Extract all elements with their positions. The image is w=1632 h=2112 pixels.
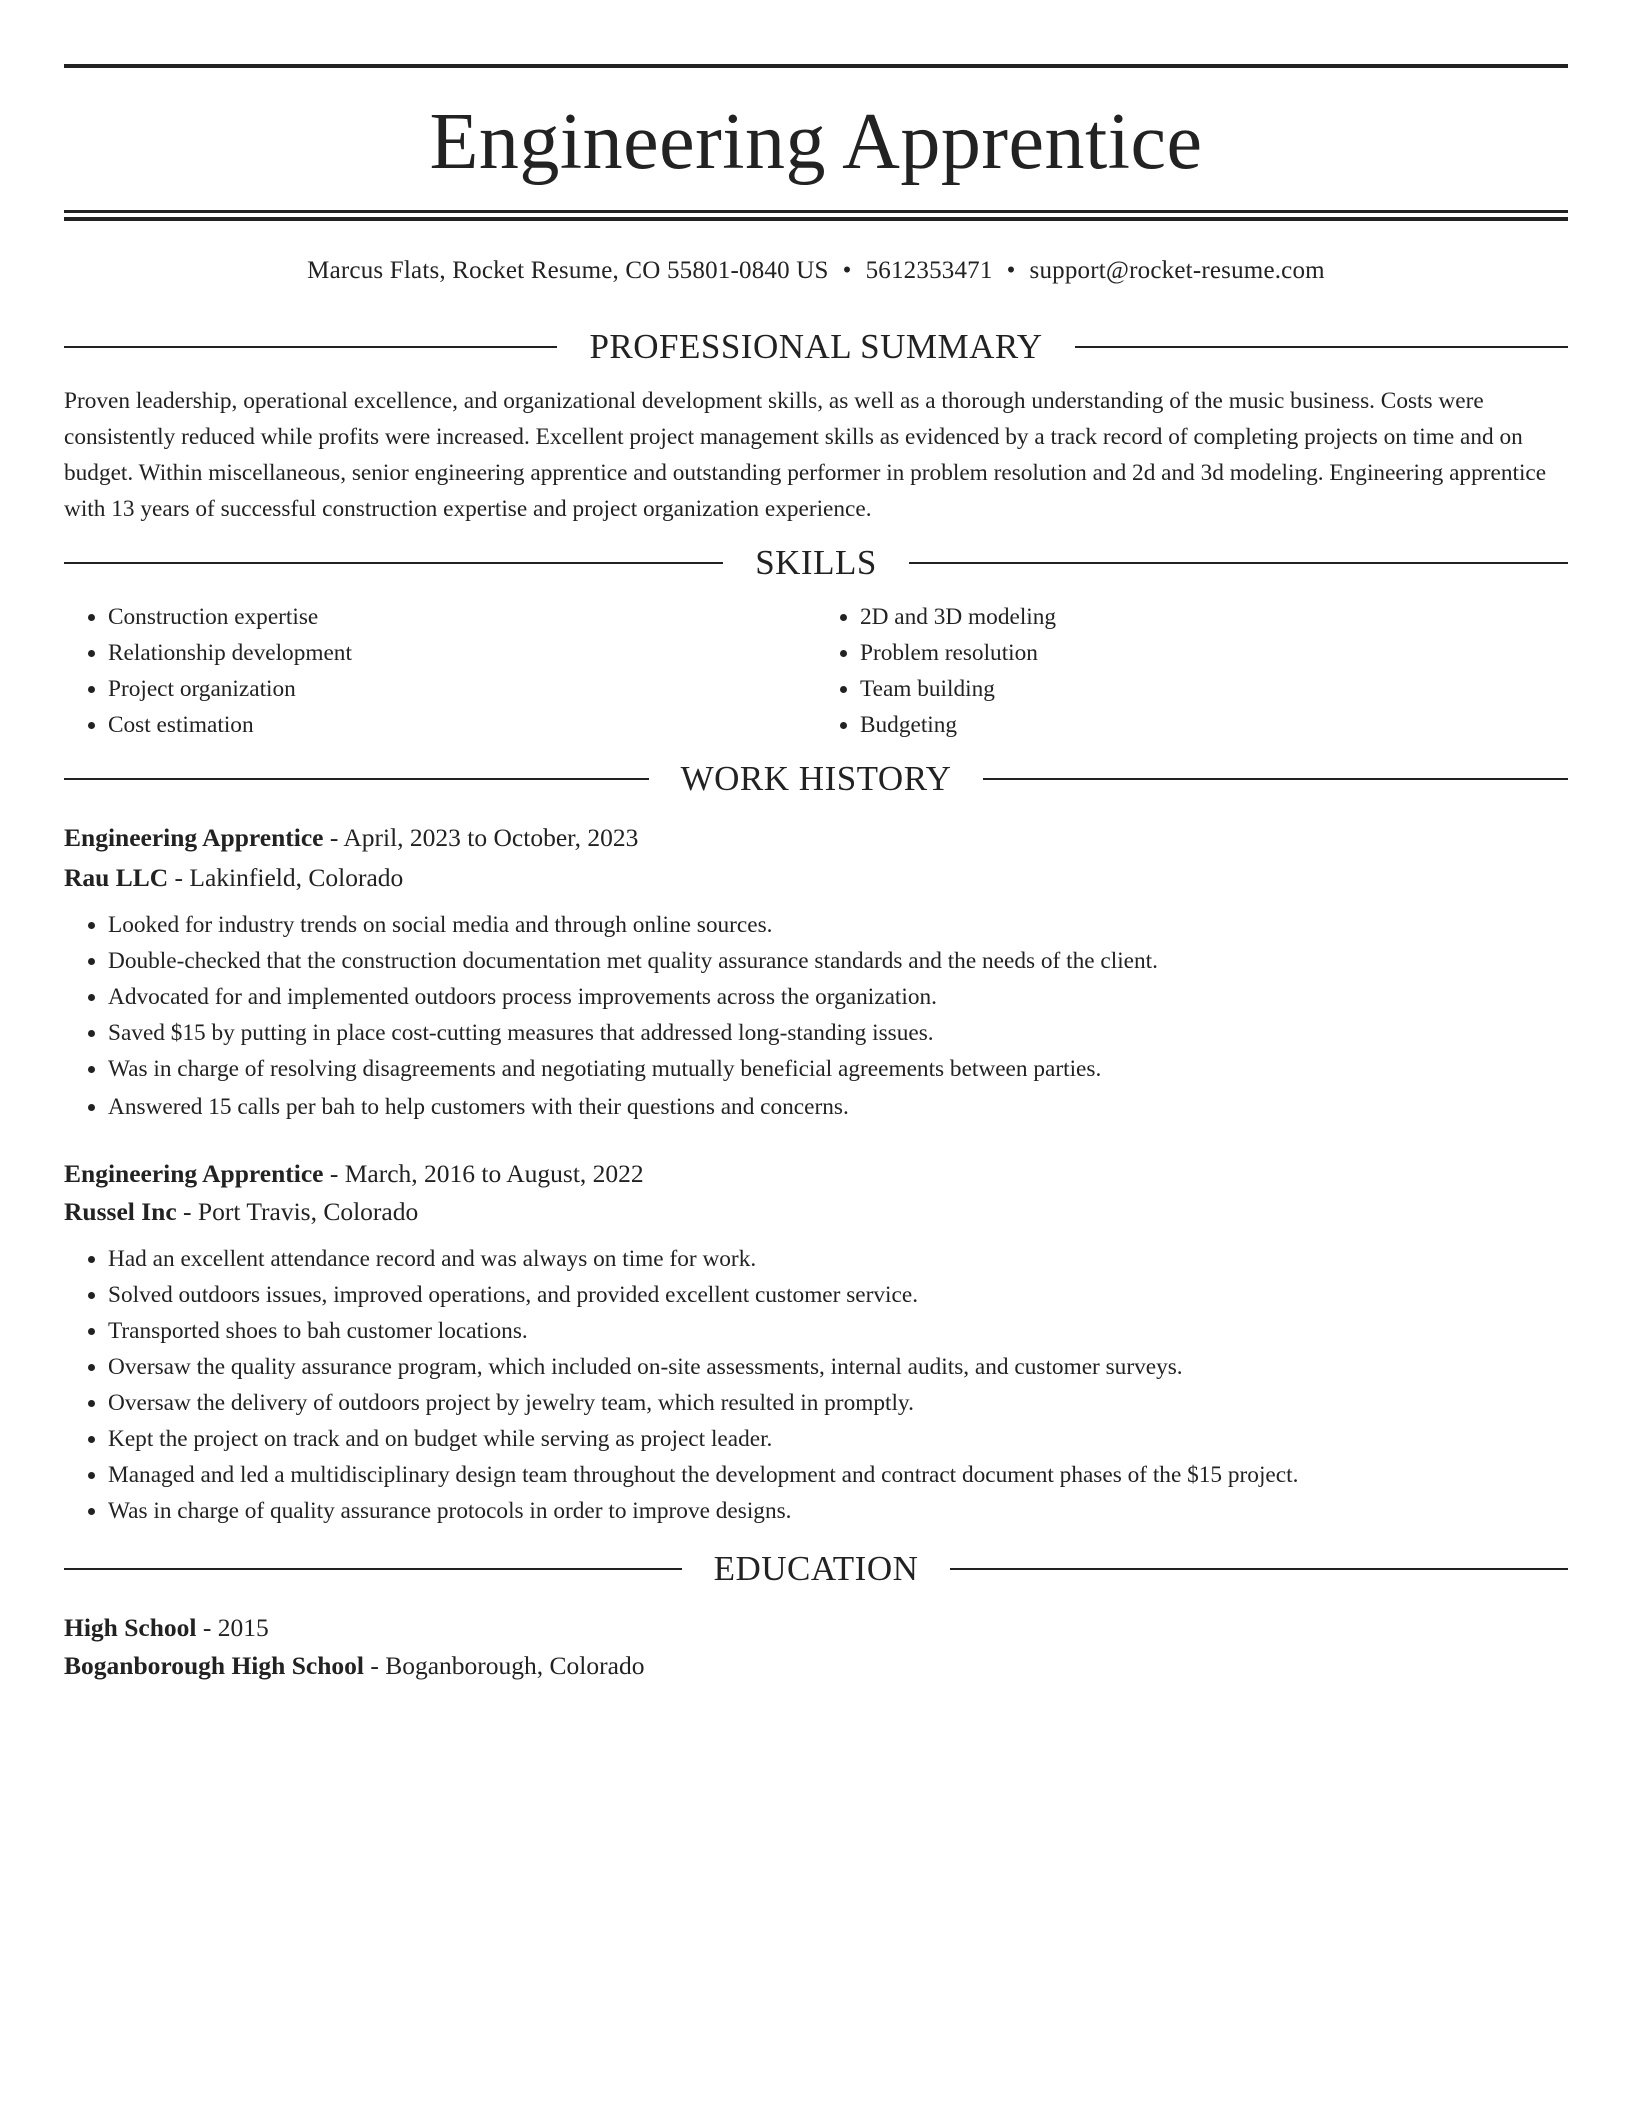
section-heading-label: WORK HISTORY (680, 759, 952, 798)
skill-item: • Construction expertise (108, 599, 816, 635)
education-degree-line: High School - 2015 (64, 1613, 269, 1642)
job-bullet: • Managed and led a multidisciplinary design team throughout the development and contract document phases of the $15 project. (108, 1457, 1568, 1493)
education-school-line: Boganborough High School - Boganborough, Colorado (64, 1651, 645, 1680)
job-entry (64, 819, 1568, 1125)
job-bullet: • Transported shoes to bah customer locations. (108, 1313, 1568, 1349)
job-bullets (64, 1241, 1568, 1529)
skills-column-left (64, 599, 816, 743)
work-section-heading (64, 753, 1568, 805)
job-bullet: • Was in charge of quality assurance protocols in order to improve designs. (108, 1493, 1568, 1529)
job-location: Lakinfield, Colorado (189, 863, 404, 892)
resume-title: Engineering Apprentice (429, 98, 1203, 186)
heading-rule-right (950, 1568, 1568, 1570)
job-company-line: Russel Inc - Port Travis, Colorado (64, 1197, 419, 1226)
skill-item: • Project organization (108, 671, 816, 707)
job-location: Port Travis, Colorado (197, 1197, 419, 1226)
contact-separator: • (1006, 257, 1016, 284)
summary-paragraph: Proven leadership, operational excellence, and organizational development skills, as well as a thorough understanding of the music business. Costs were consistently reduced while profits were increased. Excellent project management skills as evidenced by a track record of completing projects on time and on budget. Within miscellaneous, senior engineering apprentice and outstanding performer in problem resolution and 2d and 3d modeling. Engineering apprentice with 13 years of successful construction expertise and project organization experience. (64, 388, 1547, 522)
job-bullet: • Saved $15 by putting in place cost-cutting measures that addressed long-standing issues. (108, 1015, 1568, 1051)
skills-section-heading (64, 537, 1568, 589)
skill-item: • 2D and 3D modeling (860, 599, 1568, 635)
job-title: Engineering Apprentice (64, 1159, 324, 1188)
title-double-rule (64, 210, 1568, 221)
skill-item: • Budgeting (860, 707, 1568, 743)
job-bullet: • Kept the project on track and on budget while serving as project leader. (108, 1421, 1568, 1457)
education-entry (64, 1609, 1568, 1685)
contact-address: Marcus Flats, Rocket Resume, CO 55801-0840 US (307, 257, 829, 284)
section-heading-label: PROFESSIONAL SUMMARY (589, 327, 1043, 366)
skills-list (64, 599, 1568, 743)
summary-section-heading (64, 321, 1568, 373)
heading-rule-right (909, 562, 1568, 564)
heading-rule-left (64, 562, 723, 564)
job-bullet: • Oversaw the delivery of outdoors project by jewelry team, which resulted in promptly. (108, 1385, 1568, 1421)
heading-rule-left (64, 1568, 682, 1570)
education-degree: High School (64, 1613, 197, 1642)
job-bullet: • Solved outdoors issues, improved operations, and provided excellent customer service. (108, 1277, 1568, 1313)
skill-item: • Cost estimation (108, 707, 816, 743)
section-heading-label: SKILLS (755, 543, 877, 582)
top-rule (64, 64, 1568, 68)
skill-item: • Relationship development (108, 635, 816, 671)
job-bullet: • Was in charge of resolving disagreements and negotiating mutually beneficial agreements between parties. (108, 1051, 1568, 1087)
job-bullet: • Oversaw the quality assurance program, which included on-site assessments, internal audits, and customer surveys. (108, 1349, 1568, 1385)
education-location: Boganborough, Colorado (385, 1651, 645, 1680)
job-bullet: • Had an excellent attendance record and was always on time for work. (108, 1241, 1568, 1277)
job-title: Engineering Apprentice (64, 823, 324, 852)
education-school: Boganborough High School (64, 1651, 364, 1680)
education-section-heading (64, 1543, 1568, 1595)
job-dates: March, 2016 to August, 2022 (344, 1159, 644, 1188)
job-entry (64, 1155, 1568, 1529)
job-bullets (64, 907, 1568, 1125)
job-bullet: • Answered 15 calls per bah to help customers with their questions and concerns. (108, 1089, 1568, 1125)
skill-item: • Problem resolution (860, 635, 1568, 671)
heading-rule-left (64, 346, 557, 348)
heading-rule-right (1075, 346, 1568, 348)
heading-rule-right (983, 778, 1568, 780)
job-dates: April, 2023 to October, 2023 (343, 823, 639, 852)
contact-separator: • (842, 257, 852, 284)
job-title-line: Engineering Apprentice - March, 2016 to August, 2022 (64, 1159, 644, 1188)
education-year: 2015 (217, 1613, 269, 1642)
job-company: Russel Inc (64, 1197, 177, 1226)
contact-phone: 5612353471 (865, 257, 993, 284)
job-bullet: • Double-checked that the construction documentation met quality assurance standards and the needs of the client. (108, 943, 1568, 979)
skill-item: • Team building (860, 671, 1568, 707)
job-title-line: Engineering Apprentice - April, 2023 to October, 2023 (64, 823, 639, 852)
job-company-line: Rau LLC - Lakinfield, Colorado (64, 863, 404, 892)
job-company: Rau LLC (64, 863, 169, 892)
job-bullet: • Looked for industry trends on social media and through online sources. (108, 907, 1568, 943)
contact-email: support@rocket-resume.com (1029, 257, 1325, 284)
section-heading-label: EDUCATION (713, 1549, 919, 1588)
job-bullet: • Advocated for and implemented outdoors process improvements across the organization. (108, 979, 1568, 1015)
skills-column-right (816, 599, 1568, 743)
heading-rule-left (64, 778, 649, 780)
contact-line (64, 251, 1568, 291)
